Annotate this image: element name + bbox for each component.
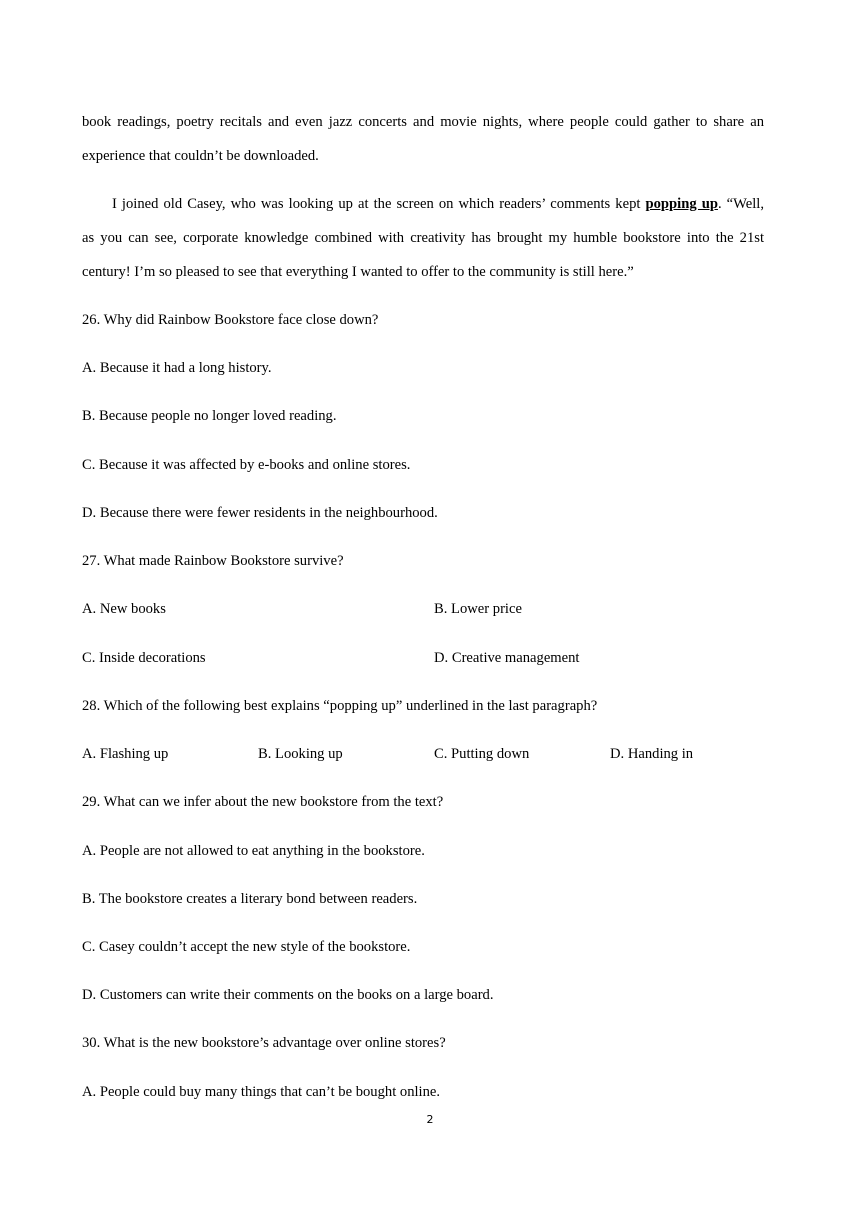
answer-option: B. Because people no longer loved reading. — [82, 408, 337, 424]
underlined-phrase: popping up — [645, 196, 718, 212]
passage-line: as you can see, corporate knowledge combined with creativity has brought my humble bookstore into the 21st — [82, 230, 764, 246]
answer-option: A. Flashing up — [82, 746, 169, 762]
answer-option: C. Casey couldn’t accept the new style of the bookstore. — [82, 939, 411, 955]
question-stem: 28. Which of the following best explains “popping up” underlined in the last paragraph? — [82, 698, 598, 714]
passage-text: . “Well, — [717, 196, 764, 212]
answer-option: C. Because it was affected by e-books and online stores. — [82, 457, 411, 473]
answer-option: D. Because there were fewer residents in the neighbourhood. — [82, 505, 438, 521]
answer-option: D. Creative management — [434, 650, 580, 666]
question-stem: 29. What can we infer about the new bookstore from the text? — [82, 794, 444, 810]
answer-option: A. People could buy many things that can’t be bought online. — [82, 1084, 441, 1100]
answer-option: B. Lower price — [434, 601, 522, 617]
passage-text: I joined old Casey, who was looking up at the screen on which readers’ comments kept — [112, 196, 646, 212]
passage-line: book readings, poetry recitals and even jazz concerts and movie nights, where people could gather to share an — [82, 114, 764, 130]
answer-option: D. Handing in — [610, 746, 694, 762]
answer-option: D. Customers can write their comments on the books on a large board. — [82, 987, 494, 1003]
answer-option: A. New books — [82, 601, 166, 617]
answer-option: B. The bookstore creates a literary bond between readers. — [82, 891, 418, 907]
answer-option: C. Putting down — [434, 746, 530, 762]
question-stem: 27. What made Rainbow Bookstore survive? — [82, 553, 344, 569]
question-stem: 30. What is the new bookstore’s advantage over online stores? — [82, 1035, 446, 1051]
answer-option: A. Because it had a long history. — [82, 360, 272, 376]
passage-line: century! I’m so pleased to see that everything I wanted to offer to the community is still here.” — [82, 264, 634, 280]
answer-option: C. Inside decorations — [82, 650, 206, 666]
passage-line: experience that couldn’t be downloaded. — [82, 148, 319, 164]
answer-option: A. People are not allowed to eat anything in the bookstore. — [82, 843, 425, 859]
passage-line — [112, 195, 764, 213]
answer-option: B. Looking up — [258, 746, 343, 762]
page-number: 2 — [426, 1113, 434, 1126]
question-stem: 26. Why did Rainbow Bookstore face close down? — [82, 312, 379, 328]
